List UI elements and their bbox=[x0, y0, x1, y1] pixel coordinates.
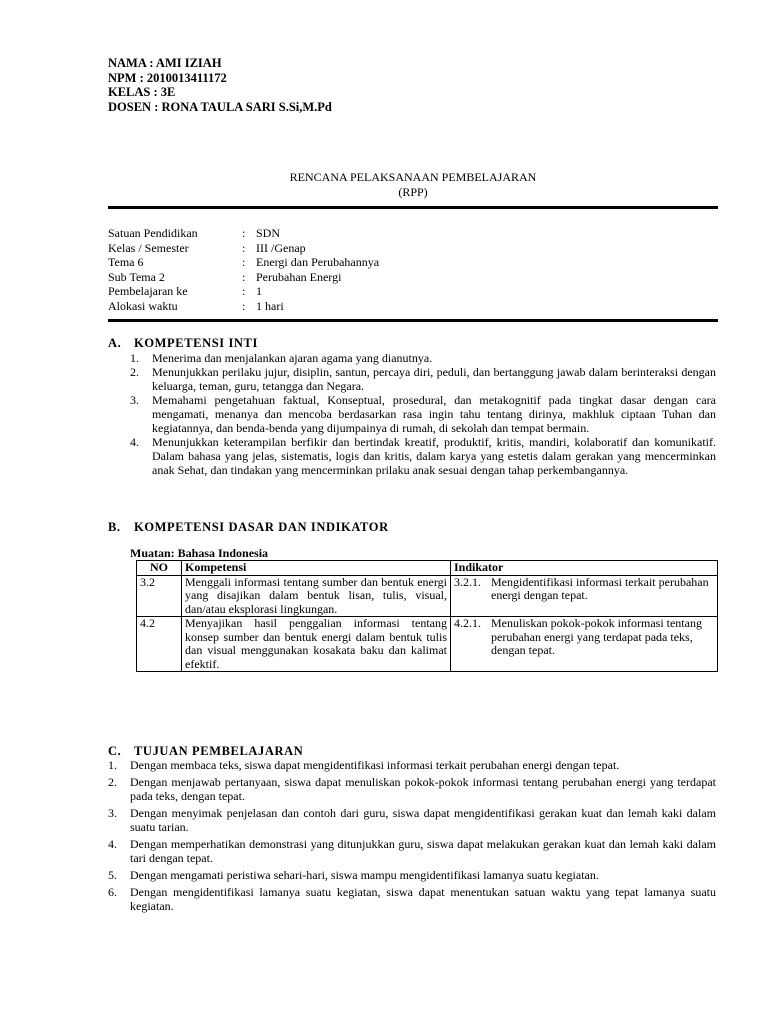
identity-label: Satuan Pendidikan bbox=[108, 226, 198, 240]
identity-table bbox=[108, 226, 379, 313]
identity-row bbox=[108, 284, 379, 299]
list-item-text: Menunjukkan perilaku jujur, disiplin, santun, percaya diri, peduli, dan bertanggung jawab dalam berinteraksi dengan keluarga, teman, guru, tetangga dan Negara. bbox=[152, 365, 716, 393]
list-item bbox=[108, 885, 716, 913]
section-c-heading bbox=[108, 744, 303, 758]
identity-separator: : bbox=[242, 269, 246, 284]
divider-top bbox=[108, 206, 718, 209]
identity-label: Pembelajaran ke bbox=[108, 284, 188, 298]
lecturer-name: DOSEN : RONA TAULA SARI S.Si,M.Pd bbox=[108, 99, 332, 114]
list-item bbox=[108, 775, 716, 803]
section-b-heading bbox=[108, 520, 389, 534]
table-row bbox=[137, 575, 718, 617]
cell-no: 4.2 bbox=[137, 617, 182, 672]
indicator-text: Mengidentifikasi informasi terkait perubahan energi dengan tepat. bbox=[491, 574, 709, 602]
cell-indikator bbox=[451, 617, 718, 672]
section-c-letter: C. bbox=[108, 744, 122, 758]
identity-separator: : bbox=[242, 298, 246, 313]
identity-value: 1 bbox=[256, 284, 262, 298]
list-item-number: 4. bbox=[108, 837, 117, 851]
title-line-2: (RPP) bbox=[398, 185, 428, 199]
section-b-title: KOMPETENSI DASAR DAN INDIKATOR bbox=[134, 520, 389, 534]
column-header-kompetensi: Kompetensi bbox=[182, 561, 451, 576]
list-item-number: 3. bbox=[130, 393, 139, 407]
document-title bbox=[108, 170, 718, 200]
identity-value: 1 hari bbox=[256, 298, 284, 313]
indicator-code: 3.2.1. bbox=[454, 574, 481, 589]
list-item-text: Dengan membaca teks, siswa dapat mengidentifikasi informasi terkait perubahan energi dengan tepat. bbox=[130, 758, 620, 772]
section-c-title: TUJUAN PEMBELAJARAN bbox=[134, 744, 304, 758]
section-a-heading bbox=[108, 336, 258, 350]
divider-bottom bbox=[108, 319, 718, 322]
identity-row bbox=[108, 299, 379, 314]
section-a-title: KOMPETENSI INTI bbox=[134, 336, 258, 350]
identity-label: Kelas / Semester bbox=[108, 240, 189, 255]
list-item-number: 6. bbox=[108, 885, 117, 899]
table-header-row bbox=[137, 561, 718, 576]
identity-label: Tema 6 bbox=[108, 255, 144, 269]
student-npm: NPM : 2010013411172 bbox=[108, 70, 227, 85]
identity-row bbox=[108, 255, 379, 270]
identity-row bbox=[108, 241, 379, 256]
list-item bbox=[130, 365, 716, 393]
list-item bbox=[108, 837, 716, 865]
indicator-entry bbox=[454, 576, 714, 603]
title-line-1: RENCANA PELAKSANAAN PEMBELAJARAN bbox=[289, 170, 537, 184]
list-item-text: Menerima dan menjalankan ajaran agama yang dianutnya. bbox=[152, 351, 433, 365]
identity-separator: : bbox=[242, 240, 246, 255]
list-item-text: Dengan menjawab pertanyaan, siswa dapat menuliskan pokok-pokok informasi tentang perubahan energi yang terdapat pada teks, dengan tepat. bbox=[130, 775, 716, 803]
column-header-no: NO bbox=[137, 561, 182, 576]
list-item-text: Dengan mengamati peristiwa sehari-hari, siswa mampu mengidentifikasi lamanya suatu kegiatan. bbox=[130, 868, 599, 882]
competence-indicator-table bbox=[136, 560, 718, 672]
core-competence-list bbox=[130, 351, 716, 477]
section-a-letter: A. bbox=[108, 336, 122, 350]
section-b-letter: B. bbox=[108, 520, 121, 534]
list-item bbox=[108, 806, 716, 834]
student-class: KELAS : 3E bbox=[108, 85, 176, 99]
identity-value: SDN bbox=[256, 226, 281, 240]
learning-objectives-list bbox=[108, 758, 716, 916]
list-item-number: 2. bbox=[130, 365, 139, 379]
indicator-text: Menuliskan pokok-pokok informasi tentang perubahan energi yang terdapat pada teks, dengan tepat. bbox=[491, 616, 702, 657]
identity-value: III /Genap bbox=[256, 240, 306, 255]
identity-row bbox=[108, 270, 379, 285]
list-item bbox=[130, 351, 716, 365]
list-item bbox=[108, 868, 716, 882]
cell-kompetensi: Menggali informasi tentang sumber dan bentuk energi yang disajikan dalam bentuk lisan, tulis, visual, dan/atau eksplorasi lingkungan. bbox=[182, 575, 451, 617]
list-item-text: Dengan menyimak penjelasan dan contoh dari guru, siswa dapat mengidentifikasi gerakan kuat dan lemah kaki dalam suatu tarian. bbox=[130, 806, 716, 834]
list-item-text: Menunjukkan keterampilan berfikir dan bertindak kreatif, produktif, kritis, mandiri, kolaboratif dan komunikatif. Dalam bahasa yang jelas, sistematis, logis dan kritis, dalam karya yang estetis dalam gerakan yang mencerminkan anak Sehat, dan tindakan yang mencerminkan prilaku anak sesuai dengan tahap perkembangannya. bbox=[152, 435, 716, 477]
list-item-number: 1. bbox=[108, 758, 117, 772]
list-item-text: Dengan mengidentifikasi lamanya suatu kegiatan, siswa dapat menentukan satuan waktu yang tepat lamanya suatu kegiatan. bbox=[130, 885, 716, 913]
column-header-indikator: Indikator bbox=[451, 561, 718, 576]
student-name: NAMA : AMI IZIAH bbox=[108, 56, 222, 70]
identity-label: Sub Tema 2 bbox=[108, 269, 165, 284]
list-item bbox=[130, 393, 716, 435]
list-item-number: 1. bbox=[130, 351, 139, 365]
identity-value: Energi dan Perubahannya bbox=[256, 255, 380, 269]
list-item-number: 3. bbox=[108, 806, 117, 820]
identity-separator: : bbox=[242, 284, 246, 298]
list-item-text: Memahami pengetahuan faktual, Konseptual, prosedural, dan metakognitif pada tingkat dasar dengan cara mengamati, menanya dan mencoba berdasarkan rasa ingin tahu tentang dirinya, makhluk ciptaan Tuhan dan kegiatannya, dan benda-benda yang dijumpainya di rumah, di sekolah dan tempat bermain. bbox=[152, 393, 716, 435]
list-item bbox=[108, 758, 716, 772]
indicator-code: 4.2.1. bbox=[454, 616, 481, 630]
identity-label: Alokasi waktu bbox=[108, 298, 178, 313]
indicator-entry bbox=[454, 617, 714, 658]
identity-separator: : bbox=[242, 255, 246, 269]
identity-separator: : bbox=[242, 226, 246, 240]
cell-indikator bbox=[451, 575, 718, 617]
identity-value: Perubahan Energi bbox=[256, 269, 342, 284]
table-row bbox=[137, 617, 718, 672]
list-item-text: Dengan memperhatikan demonstrasi yang ditunjukkan guru, siswa dapat melakukan gerakan kuat dan lemah kaki dalam tari dengan tepat. bbox=[130, 837, 716, 865]
list-item bbox=[130, 435, 716, 477]
list-item-number: 5. bbox=[108, 868, 117, 882]
list-item-number: 2. bbox=[108, 775, 117, 789]
subject-label: Muatan: Bahasa Indonesia bbox=[130, 546, 269, 560]
identity-row bbox=[108, 226, 379, 241]
list-item-number: 4. bbox=[130, 435, 139, 449]
student-header bbox=[108, 56, 332, 114]
cell-no: 3.2 bbox=[137, 575, 182, 617]
cell-kompetensi: Menyajikan hasil penggalian informasi tentang konsep sumber dan bentuk energi dalam bentuk tulis dan visual menggunakan kosakata baku dan kalimat efektif. bbox=[182, 617, 451, 672]
